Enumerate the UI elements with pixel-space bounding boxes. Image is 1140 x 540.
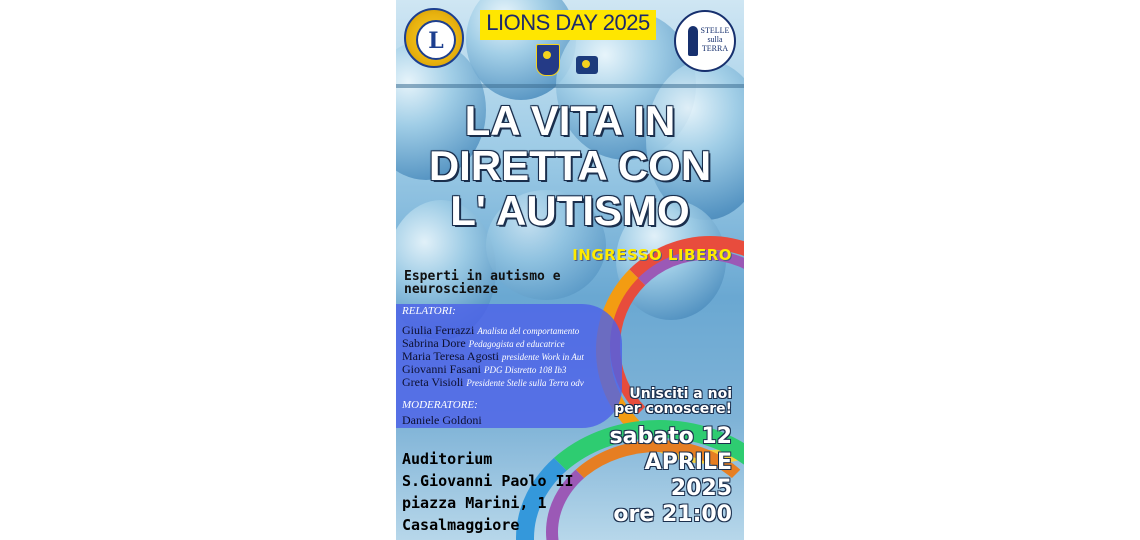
free-entry-label: INGRESSO LIBERO [572, 246, 732, 264]
speaker-item: Giulia Ferrazzi Analista del comportamento [402, 323, 580, 337]
lions-club-logo [404, 8, 464, 68]
speaker-item: Maria Teresa Agosti presidente Work in Aut [402, 349, 584, 363]
speakers-heading: RELATORI: [402, 305, 456, 317]
person-figure-icon [688, 26, 698, 56]
stelle-logo-text: STELLE sulla TERRA [700, 26, 730, 53]
event-poster [396, 0, 744, 540]
event-location: Auditorium S.Giovanni Paolo II piazza Marini, 1 Casalmaggiore [402, 450, 574, 534]
join-us-text: Unisciti a noi per conoscere! [614, 386, 732, 417]
lions-logo-letter: L [428, 28, 444, 54]
club-crest-icon [536, 44, 560, 76]
speakers-list [402, 322, 702, 387]
speaker-item: Giovanni Fasani PDG Distretto 108 Ib3 [402, 362, 567, 376]
event-title [396, 98, 744, 233]
divider-band [396, 84, 744, 88]
lions-day-banner: LIONS DAY 2025 [480, 10, 656, 40]
moderator-name: Daniele Goldoni [402, 413, 482, 427]
speaker-item: Sabrina Dore Pedagogista ed educatrice [402, 336, 565, 350]
experts-subtitle: Esperti in autismo e neuroscienze [404, 269, 561, 297]
district-badge-icon [576, 56, 598, 74]
moderator-heading: MODERATORE: [402, 399, 478, 411]
title-line: DIRETTA CON [428, 142, 712, 189]
title-line: L' AUTISMO [450, 187, 690, 234]
stelle-sulla-terra-logo [674, 10, 736, 72]
speaker-item: Greta Visioli Presidente Stelle sulla Terra odv [402, 375, 584, 389]
title-line: LA VITA IN [464, 97, 676, 144]
event-date-time: sabato 12 APRILE 2025 ore 21:00 [609, 424, 732, 527]
